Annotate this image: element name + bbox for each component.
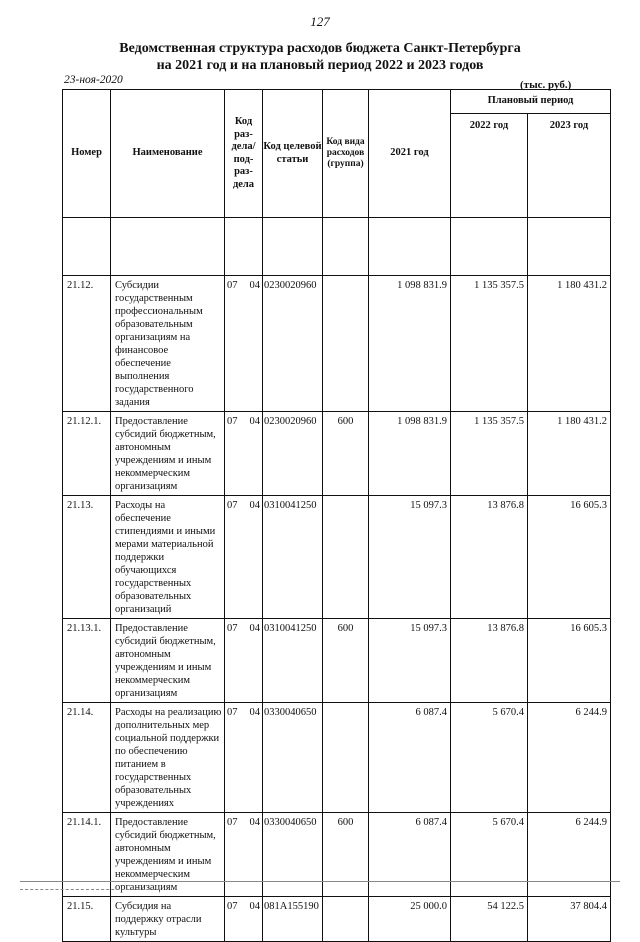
row-target: 0330040650 [263, 703, 323, 813]
row-number: 21.15. [63, 897, 111, 942]
row-section: 07 04 [225, 619, 263, 703]
header-target: Код целевой статьи [263, 90, 323, 218]
header-planned-period: Плановый период [451, 90, 611, 114]
row-2022: 1 135 357.5 [451, 412, 528, 496]
table-row [63, 703, 611, 813]
row-section: 07 04 [225, 703, 263, 813]
row-2022: 13 876.8 [451, 619, 528, 703]
document-title [0, 40, 640, 74]
header-section: Код раз-дела/ под-раз-дела [225, 90, 263, 218]
header-2022: 2022 год [451, 114, 528, 218]
row-target: 081A155190 [263, 897, 323, 942]
row-name: Расходы на обеспечение стипендиями и иными мерами материальной поддержки обучающихся государственных образовательных организаций [111, 496, 225, 619]
row-number: 21.14.1. [63, 813, 111, 897]
row-section: 07 04 [225, 897, 263, 942]
row-name: Предоставление субсидий бюджетным, автономным учреждениям и иным некоммерческим организациям [111, 412, 225, 496]
header-expense-type: Код вида расходов (группа) [323, 90, 369, 218]
row-target: 0310041250 [263, 619, 323, 703]
row-name: Предоставление субсидий бюджетным, автономным учреждениям и иным некоммерческим организациям [111, 813, 225, 897]
row-name: Субсидии государственным профессиональным образовательным организациям на финансовое обеспечение выполнения государственного задания [111, 276, 225, 412]
title-line-2: на 2021 год и на плановый период 2022 и 2023 годов [156, 58, 484, 73]
row-2021: 25 000.0 [369, 897, 451, 942]
row-section: 07 04 [225, 412, 263, 496]
document-date: 23-ноя-2020 [64, 74, 123, 86]
row-name: Субсидия на поддержку отрасли культуры [111, 897, 225, 942]
header-2023: 2023 год [528, 114, 611, 218]
row-target: 0230020960 [263, 276, 323, 412]
row-section: 07 04 [225, 813, 263, 897]
budget-table [62, 89, 611, 942]
row-expense-type [323, 703, 369, 813]
row-number: 21.12.1. [63, 412, 111, 496]
table-row [63, 897, 611, 942]
row-2023: 1 180 431.2 [528, 276, 611, 412]
row-name: Предоставление субсидий бюджетным, автономным учреждениям и иным некоммерческим организациям [111, 619, 225, 703]
row-2023: 6 244.9 [528, 813, 611, 897]
row-2022: 5 670.4 [451, 703, 528, 813]
row-2023: 16 605.3 [528, 619, 611, 703]
row-expense-type [323, 496, 369, 619]
header-2021: 2021 год [369, 90, 451, 218]
row-2023: 16 605.3 [528, 496, 611, 619]
table-row [63, 619, 611, 703]
row-2022: 13 876.8 [451, 496, 528, 619]
table-row [63, 813, 611, 897]
row-2021: 6 087.4 [369, 703, 451, 813]
row-expense-type: 600 [323, 813, 369, 897]
row-section: 07 04 [225, 276, 263, 412]
row-2022: 5 670.4 [451, 813, 528, 897]
header-name: Наименование [111, 90, 225, 218]
row-target: 0230020960 [263, 412, 323, 496]
row-number: 21.14. [63, 703, 111, 813]
table-row [63, 276, 611, 412]
row-expense-type [323, 897, 369, 942]
row-expense-type: 600 [323, 619, 369, 703]
row-number: 21.13.1. [63, 619, 111, 703]
header-number: Номер [63, 90, 111, 218]
row-2023: 1 180 431.2 [528, 412, 611, 496]
row-2021: 6 087.4 [369, 813, 451, 897]
units-label: (тыс. руб.) [520, 79, 572, 91]
row-2021: 1 098 831.9 [369, 412, 451, 496]
row-name: Расходы на реализацию дополнительных мер социальной поддержки по обеспечению питанием в государственных образовательных учреждениях [111, 703, 225, 813]
page-number: 127 [310, 14, 330, 29]
row-expense-type: 600 [323, 412, 369, 496]
row-expense-type [323, 276, 369, 412]
row-2022: 1 135 357.5 [451, 276, 528, 412]
row-2021: 1 098 831.9 [369, 276, 451, 412]
row-2023: 37 804.4 [528, 897, 611, 942]
row-2021: 15 097.3 [369, 496, 451, 619]
row-number: 21.12. [63, 276, 111, 412]
scan-footer-line [20, 881, 620, 882]
row-target: 0330040650 [263, 813, 323, 897]
row-number: 21.13. [63, 496, 111, 619]
row-section: 07 04 [225, 496, 263, 619]
row-2022: 54 122.5 [451, 897, 528, 942]
row-target: 0310041250 [263, 496, 323, 619]
row-2021: 15 097.3 [369, 619, 451, 703]
table-row [63, 412, 611, 496]
table-row [63, 496, 611, 619]
table-spacer-row [63, 218, 611, 276]
title-line-1: Ведомственная структура расходов бюджета Санкт-Петербурга [119, 41, 521, 56]
scan-footer-mark [20, 889, 160, 890]
row-2023: 6 244.9 [528, 703, 611, 813]
